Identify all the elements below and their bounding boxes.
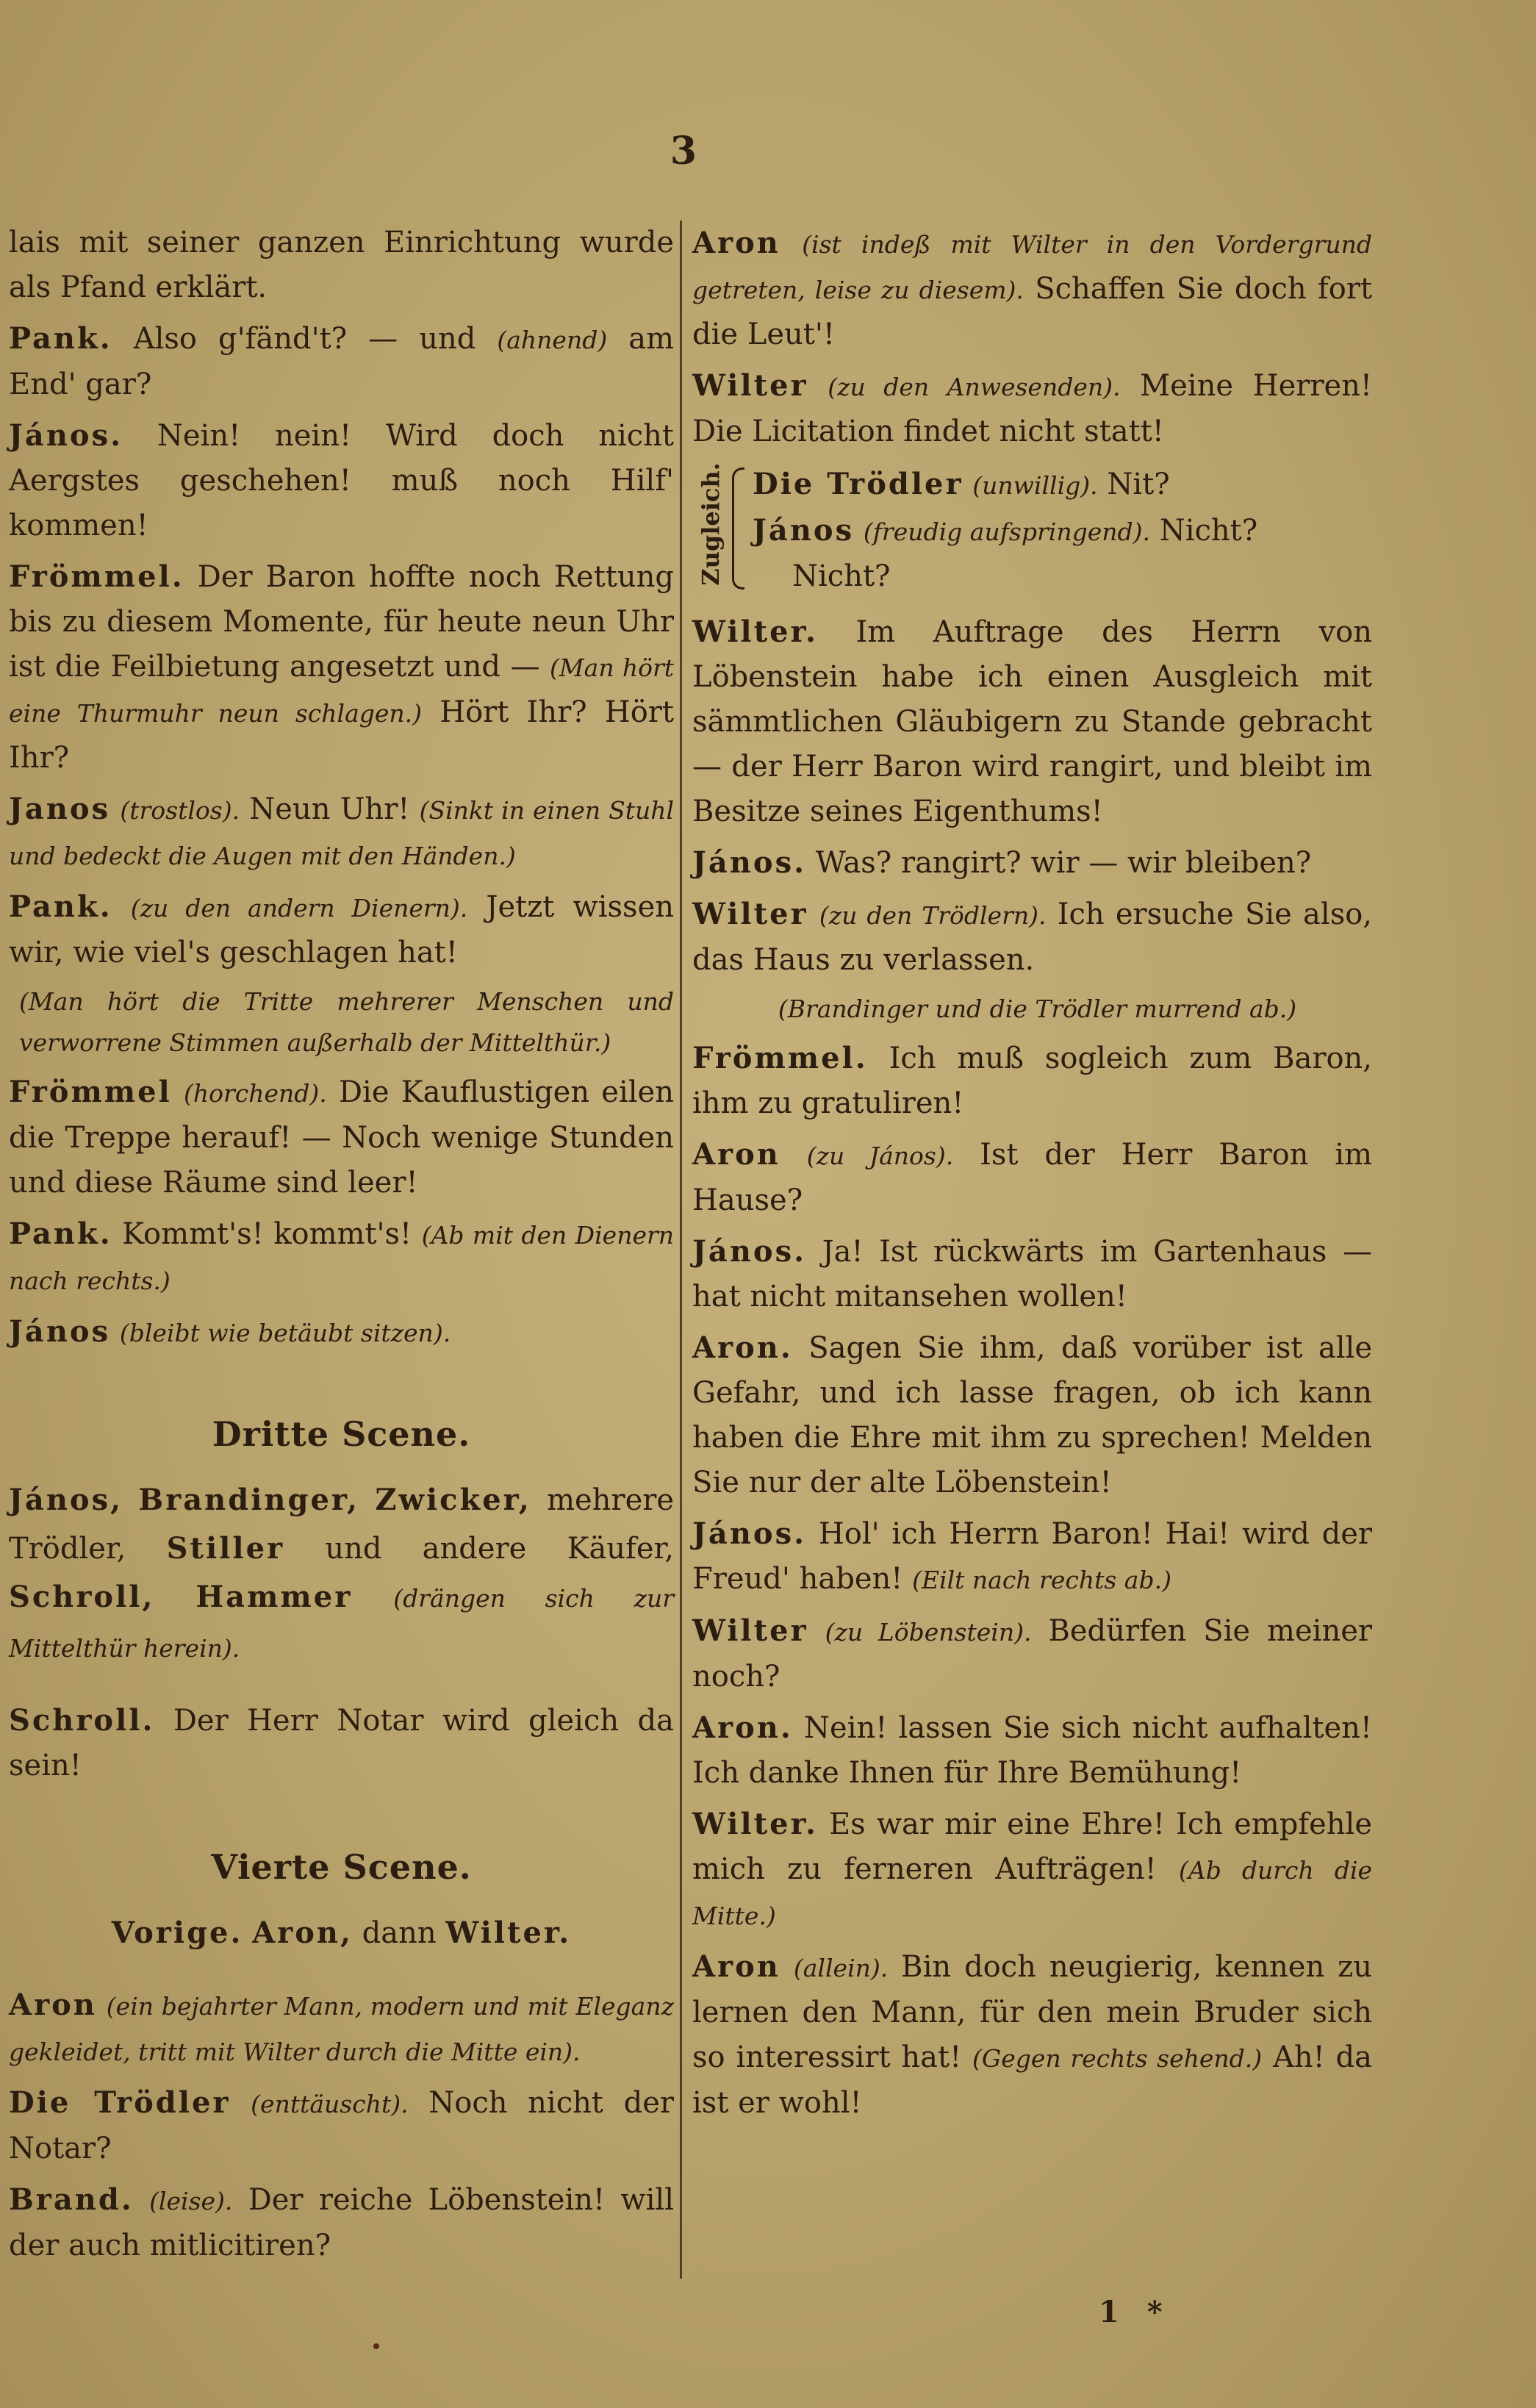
character-list: János, Brandinger, Zwicker, mehrere Trödler, Stiller und andere Käufer, Schroll, Hammer (drängen sich zur Mittelthür herein). [9,1483,675,1663]
dialogue-line: Aron (ist indeß mit Wilter in den Vordergrund getreten, leise zu diesem). Schaffen Sie doch fort die Leut'! [692,226,1373,351]
dialogue-line: Brand. (leise). Der reiche Löbenstein! will der auch mitlicitiren? [9,2182,674,2262]
right-column [692,221,1372,2132]
dialogue-line: Aron (allein). Bin doch neugierig, kennen zu lernen den Mann, für den mein Bruder sich so interessirt hat! (Gegen rechts sehend.) Ah! da ist er wohl! [692,1949,1373,2120]
zugleich-label: Zugleich. [697,462,725,586]
stage-direction: (horchend). [183,1079,327,1108]
speaker-name: Pank. [9,889,112,924]
speaker-name: Aron [692,1137,780,1172]
stage-direction: (Ab durch die Mitte.) [692,1856,1373,1930]
stage-direction: (zu den Trödlern). [819,901,1047,930]
stage-direction: (enttäuscht). [251,2090,409,2118]
brace-icon [732,467,744,590]
dialogue-line: Wilter (zu Löbenstein). Bedürfen Sie meiner noch? [692,1613,1373,1694]
stage-direction: (bleibt wie betäubt sitzen). [119,1319,451,1347]
dialogue-line: Wilter. Es war mir eine Ehre! Ich empfehle mich zu ferneren Aufträgen! (Ab durch die Mitte.) [692,1807,1373,1930]
dialogue-line: Pank. Kommt's! kommt's! (Ab mit den Dienern nach rechts.) [9,1216,675,1295]
dialogue-line: Frömmel. Ich muß sogleich zum Baron, ihm zu gratuliren! [692,1041,1373,1120]
dialogue-line: Janos (trostlos). Neun Uhr! (Sinkt in einen Stuhl und bedeckt die Augen mit den Händen.) [9,792,675,870]
dialogue-line: Nicht? [792,559,891,593]
stage-direction: (Man hört die Tritte mehrerer Menschen und verworrene Stimmen außerhalb der Mittelthür.) [19,987,674,1057]
signature-mark: 1 * [1099,2295,1171,2329]
dialogue-line: Frömmel. Der Baron hoffte noch Rettung bis zu diesem Momente, für heute neun Uhr ist die Feilbietung angesetzt und — (Man hört eine Thurmuhr neun schlagen.) Hört Ihr? Hört Ihr? [9,559,675,775]
speaker-name: Wilter. [692,1807,818,1841]
dialogue-line: Die Trödler (unwillig). Nit? [753,467,1170,501]
dialogue-line: Aron (zu János). Ist der Herr Baron im Hause? [692,1137,1373,1217]
character-list: Vorige. Aron, dann Wilter. [111,1916,572,1950]
speaker-name: Aron. [692,1710,793,1745]
speaker-name: János. [692,1516,807,1551]
speaker-name: János. [692,1234,807,1269]
speaker-name: Wilter [692,897,808,931]
speaker-name: Aron [692,226,780,260]
stage-direction: (ahnend) [497,326,608,354]
dialogue-line: Wilter (zu den Trödlern). Ich ersuche Sie also, das Haus zu verlassen. [692,897,1373,977]
dialogue-line: János. Nein! nein! Wird doch nicht Aergstes geschehen! muß noch Hilf' kommen! [9,418,675,542]
stage-direction: (zu den andern Dienern). [130,894,468,922]
stage-direction: (Eilt nach rechts ab.) [912,1566,1171,1594]
speaker-name: Aron. [692,1330,793,1365]
speaker-name: Aron [9,1988,97,2022]
simultaneous-block [692,462,1372,599]
speaker-name: Frömmel. [9,559,184,594]
dialogue-line: Schroll. Der Herr Notar wird gleich da sein! [9,1703,674,1782]
stage-direction: (leise). [149,2187,233,2215]
speaker-name: Die Trödler [753,467,963,501]
stage-direction: (drängen sich zur Mittelthür herein). [9,1584,675,1663]
speaker-name: Wilter. [692,614,818,649]
stage-direction: (trostlos). [120,796,240,825]
dialogue-line: János (freudig aufspringend). Nicht? [753,513,1258,548]
stage-direction: (Brandinger und die Trödler murrend ab.) [778,995,1297,1023]
scene-heading: Vierte Scene. [211,1847,472,1887]
dialogue-line: Wilter. Im Auftrage des Herrn von Löbenstein habe ich einen Ausgleich mit sämmtlichen Gläubigern zu Stande gebracht — der Herr Baron wird rangirt, und bleibt im Besitze seines Eigenthums! [692,614,1372,828]
speaker-name: János. [9,418,123,453]
speaker-name: Frömmel [9,1075,172,1109]
paragraph: lais mit seiner ganzen Einrichtung wurde als Pfand erklärt. [9,226,674,304]
dialogue-line: János. Hol' ich Herrn Baron! Hai! wird der Freud' haben! (Eilt nach rechts ab.) [692,1516,1373,1596]
scene-heading: Dritte Scene. [212,1414,471,1454]
speaker-name: Aron [692,1949,780,1984]
dialogue-line: Die Trödler (enttäuscht). Noch nicht der Notar? [9,2085,675,2165]
speaker-name: Die Trödler [9,2085,231,2120]
stage-direction: (zu Löbenstein). [825,1618,1032,1646]
dialogue-line: Pank. (zu den andern Dienern). Jetzt wissen wir, wie viel's geschlagen hat! [9,889,675,970]
speaker-name: János [753,513,855,548]
speaker-name: Schroll. [9,1703,155,1738]
speaker-name: Frömmel. [692,1041,868,1075]
dialogue-line: Aron. Nein! lassen Sie sich nicht aufhalten! Ich danke Ihnen für Ihre Bemühung! [692,1710,1373,1790]
dialogue-line: Pank. Also g'fänd't? — und (ahnend) am End' gar? [9,321,675,401]
dialogue-line [9,1982,674,2074]
column-divider [680,221,682,2279]
stage-direction: (Gegen rechts sehend.) [972,2044,1263,2073]
stage-direction: (allein). [793,1954,889,1982]
stage-direction: (ein bejahrter Mann, modern und mit Eleganz gekleidet, tritt mit Wilter durch die Mitte ein). [9,1992,674,2066]
dialogue-line: Wilter (zu den Anwesenden). Meine Herren! Die Licitation findet nicht statt! [692,368,1373,448]
stage-direction: (zu den Anwesenden). [828,373,1121,401]
speaker-name: Wilter [692,1613,808,1648]
left-column [9,221,674,2274]
speaker-name: János. [692,845,807,880]
stage-direction: (ist indeß mit Wilter in den Vordergrund getreten, leise zu diesem). [692,230,1373,304]
speaker-name: Wilter [692,368,808,403]
speaker-name: János [9,1314,111,1349]
ink-spot [373,2343,379,2349]
dialogue-line: János. Ja! Ist rückwärts im Gartenhaus — hat nicht mitansehen wollen! [692,1234,1372,1314]
stage-direction: (zu János). [806,1142,954,1170]
stage-direction: (Ab mit den Dienern nach rechts.) [9,1221,675,1295]
speaker-name: Pank. [9,321,112,356]
dialogue-line: Frömmel (horchend). Die Kauflustigen eilen die Treppe herauf! — Noch wenige Stunden und diese Räume sind leer! [9,1075,674,1200]
page-number: 3 [670,129,697,173]
stage-direction: (unwillig). [972,471,1098,500]
speaker-name: Brand. [9,2182,134,2217]
dialogue-line [9,1309,674,1355]
speaker-name: Pank. [9,1216,112,1251]
stage-direction: (freudig aufspringend). [863,517,1150,546]
dialogue-line: János. Was? rangirt? wir — wir bleiben? [692,845,1312,880]
speaker-name: Janos [9,792,111,826]
stage-direction: (Sinkt in einen Stuhl und bedeckt die Augen mit den Händen.) [9,796,675,870]
stage-direction: (Man hört eine Thurmuhr neun schlagen.) [9,653,675,728]
dialogue-line: Aron. Sagen Sie ihm, daß vorüber ist alle Gefahr, und ich lasse fragen, ob ich kann haben die Ehre mit ihm zu sprechen! Melden Sie nur der alte Löbenstein! [692,1330,1373,1499]
